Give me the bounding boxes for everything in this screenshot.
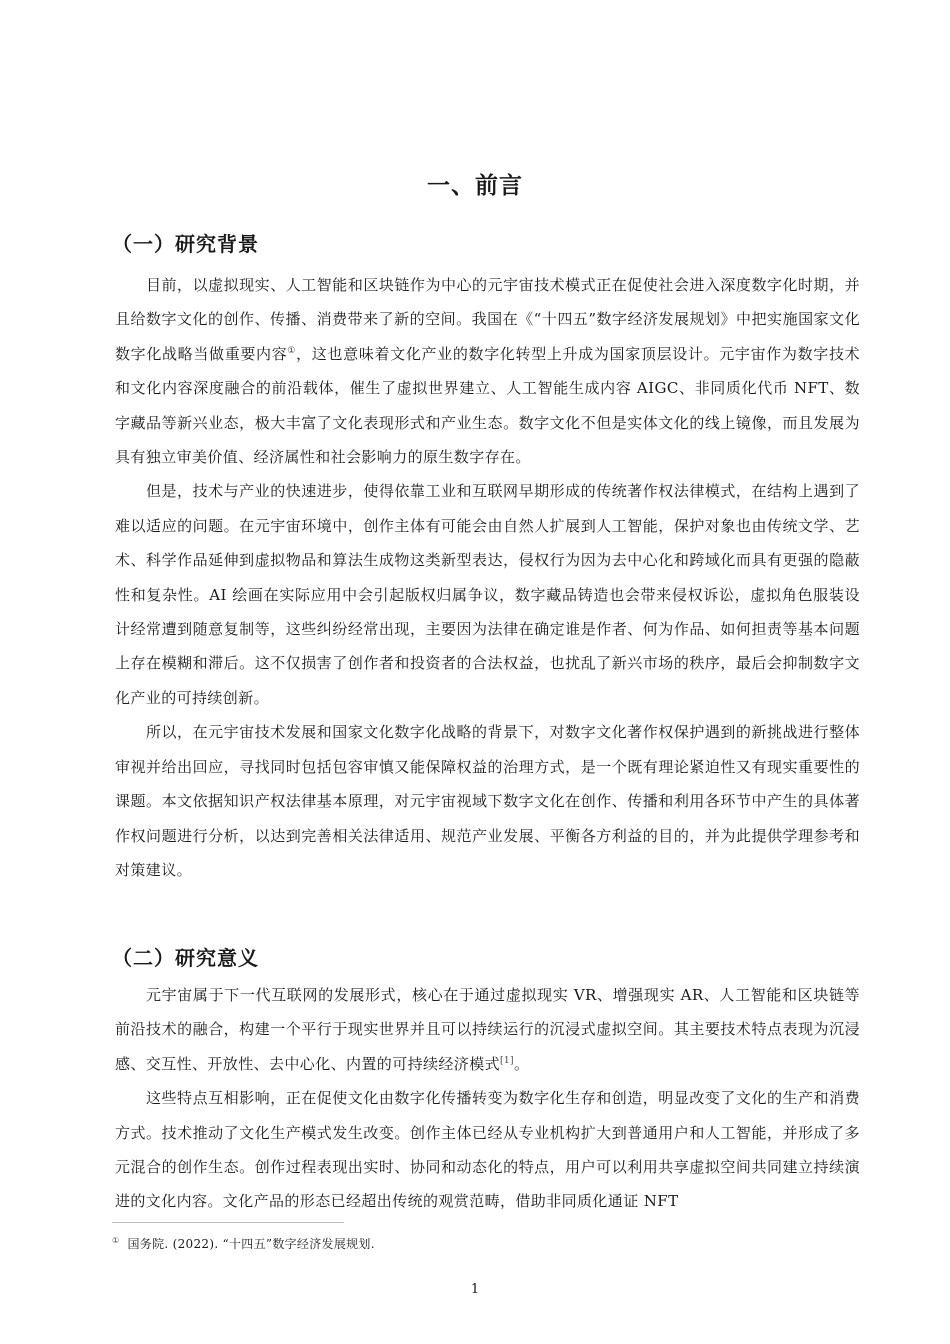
footnote-reference[interactable]: ① <box>287 345 297 356</box>
page-number: 1 <box>470 1282 480 1297</box>
section-background-body <box>115 268 860 887</box>
paragraph: 这些特点互相影响，正在促使文化由数字化传播转变为数字化生存和创造，明显改变了文化的生产和消费方式。技术推动了文化生产模式发生改变。创作主体已经从专业机构扩大到普通用户和人工智能，并形成了多元混合的创作生态。创作过程表现出实时、协同和动态化的特点，用户可以利用共享虚拟空间共同建立持续演进的文化内容。文化产品的形态已经超出传统的观赏范畴，借助非同质化通证 NFT <box>115 1089 860 1211</box>
paragraph: 但是，技术与产业的快速进步，使得依靠工业和互联网早期形成的传统著作权法律模式，在结构上遇到了难以适应的问题。在元宇宙环境中，创作主体有可能会由自然人扩展到人工智能，保护对象也由传统文学、艺术、科学作品延伸到虚拟物品和算法生成物这类新型表达，侵权行为因为去中心化和跨域化而具有更强的隐蔽性和复杂性。AI 绘画在实际应用中会引起版权归属争议，数字藏品铸造也会带来侵权诉讼，虚拟角色服装设计经常遭到随意复制等，这些纠纷经常出现，主要因为法律在确定谁是作者、何为作品、如何担责等基本问题上存在模糊和滞后。这不仅损害了创作者和投资者的合法权益，也扰乱了新兴市场的秩序，最后会抑制数字文化产业的可持续创新。 <box>115 482 860 707</box>
chapter-title: 一、前言 <box>427 173 523 200</box>
footnote-divider <box>112 1222 344 1223</box>
paragraph: 所以，在元宇宙技术发展和国家文化数字化战略的背景下，对数字文化著作权保护遇到的新挑战进行整体审视并给出回应，寻找同时包括包容审慎又能保障权益的治理方式，是一个既有理论紧迫性又有现实重要性的课题。本文依据知识产权法律基本原理，对元宇宙视域下数字文化在创作、传播和利用各环节中产生的具体著作权问题进行分析，以达到完善相关法律适用、规范产业发展、平衡各方利益的目的，并为此提供学理参考和对策建议。 <box>115 723 860 879</box>
section-title-background: （一）研究背景 <box>112 232 259 256</box>
paragraph: 目前，以虚拟现实、人工智能和区块链作为中心的元宇宙技术模式正在促使社会进入深度数字化时期，并且给数字文化的创作、传播、消费带来了新的空间。我国在《“十四五”数字经济发展规划》中把实施国家文化数字化战略当做重要内容①，这也意味着文化产业的数字化转型上升成为国家顶层设计。元宇宙作为数字技术和文化内容深度融合的前沿载体，催生了虚拟世界建立、人工智能生成内容 AIGC、非同质化代币 NFT、数字藏品等新兴业态，极大丰富了文化表现形式和产业生态。数字文化不但是实体文化的线上镜像，而且发展为具有独立审美价值、经济属性和社会影响力的原生数字存在。 <box>115 276 861 467</box>
footnote-text: 国务院. (2022). “十四五”数字经济发展规划. <box>127 1237 375 1251</box>
section-title-significance: （二）研究意义 <box>112 946 259 970</box>
citation-reference[interactable]: [1] <box>500 1055 514 1066</box>
section-significance-body <box>115 978 860 1219</box>
paragraph: 元宇宙属于下一代互联网的发展形式，核心在于通过虚拟现实 VR、增强现实 AR、人工智能和区块链等前沿技术的融合，构建一个平行于现实世界并且可以持续运行的沉浸式虚拟空间。其主要技术特点表现为沉浸感、交互性、开放性、去中心化、内置的可持续经济模式[1]。 <box>115 986 860 1073</box>
footnote-marker: ① <box>112 1236 120 1245</box>
footnote <box>112 1235 375 1252</box>
